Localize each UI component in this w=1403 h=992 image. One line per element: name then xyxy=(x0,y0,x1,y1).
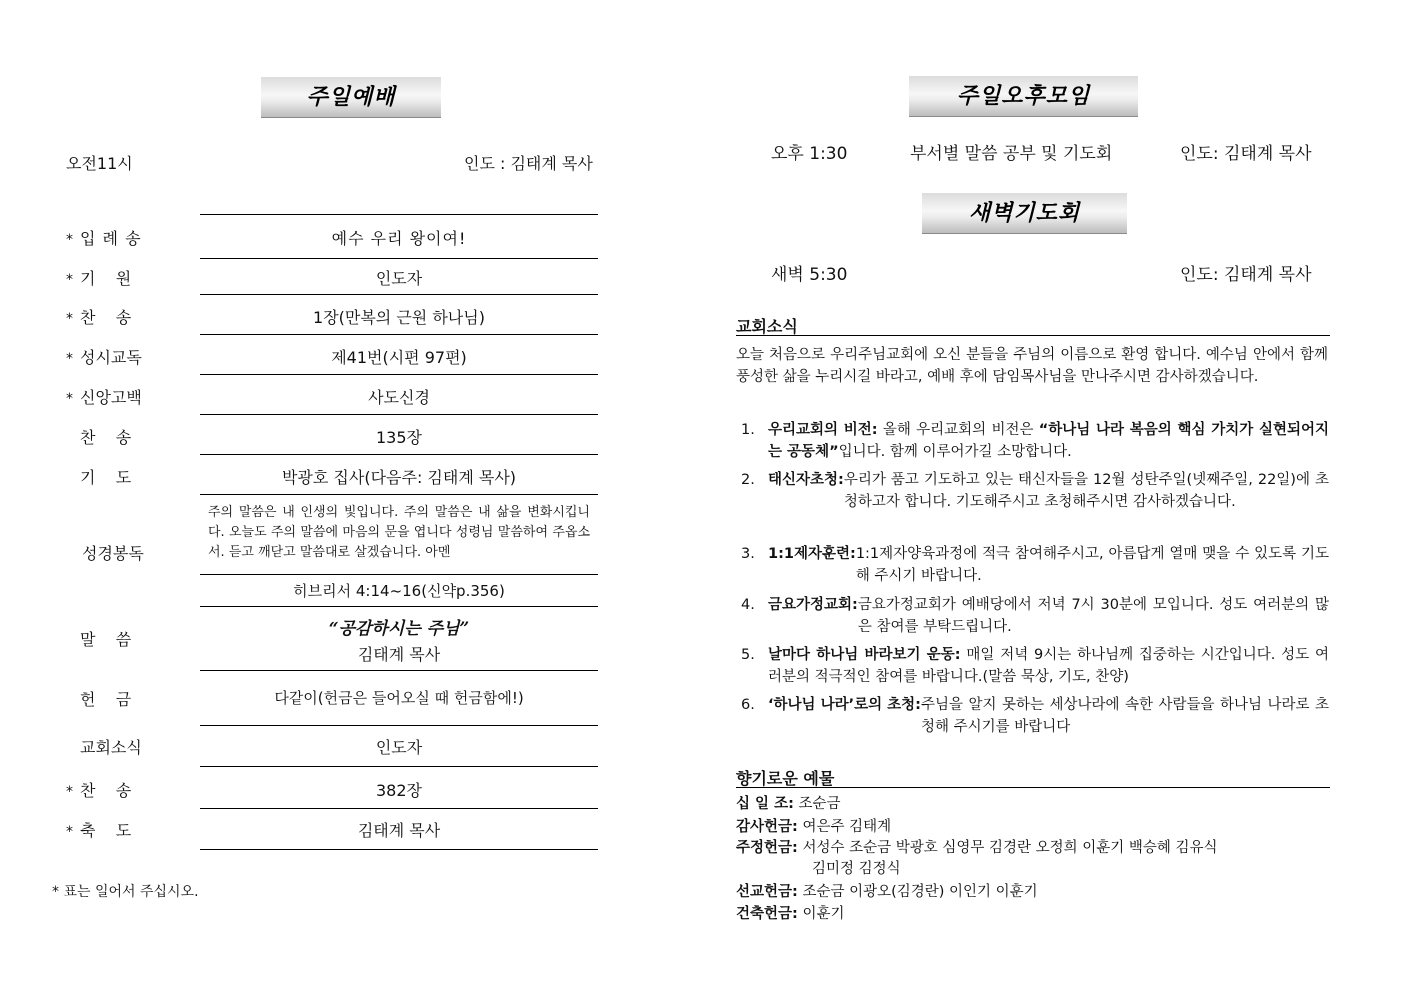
afternoon-title: 주일오후모임 xyxy=(909,76,1138,117)
order-label: 교회소식 xyxy=(80,738,142,757)
news-rule xyxy=(736,335,1330,336)
row-rule xyxy=(200,258,598,259)
sermon-label: 말 씀 xyxy=(80,630,132,649)
row-rule xyxy=(200,334,598,335)
order-content: 사도신경 xyxy=(368,388,430,407)
news-item: 2. 태신자초청: 우리가 품고 기도하고 있는 태신자들을 12월 성탄주일(넷째주일, 22일)에 초청하고자 합니다. 기도해주시고 초청해주시면 감사하겠습니다. xyxy=(741,472,1329,510)
order-content: 1장(만복의 근원 하나님) xyxy=(313,308,485,327)
row-rule xyxy=(200,294,598,295)
row-rule xyxy=(200,766,598,767)
offerings-rule xyxy=(736,787,1330,788)
order-label: * 입 례 송 xyxy=(66,229,142,248)
order-content: 김태계 목사 xyxy=(357,821,441,840)
news-item: 6. ‘하나님 나라’로의 초청: 주님을 알지 못하는 세상나라에 속한 사람들을 하나님 나라로 초청해 주시기를 바랍니다 xyxy=(741,697,1329,735)
news-item: 1. 우리교회의 비전: 올해 우리교회의 비전은 “하나님 나라 복음의 핵심 가치가 실현되어지는 공동체”입니다. 함께 이루어가길 소망합니다. xyxy=(741,422,1329,460)
row-rule xyxy=(200,808,598,809)
order-content: 인도자 xyxy=(375,738,423,757)
row-rule xyxy=(200,454,598,455)
dawn-title: 새벽기도회 xyxy=(922,193,1127,234)
offering-row: 선교헌금: 조순금 이광오(김경란) 이인기 이훈기 xyxy=(736,884,1038,900)
dawn-leader: 인도: 김태계 목사 xyxy=(1180,265,1312,285)
scripture-label: 성경봉독 xyxy=(82,544,144,563)
offering-label: 헌 금 xyxy=(80,690,132,709)
offering-row: 감사헌금: 여은주 김태계 xyxy=(736,819,892,835)
order-content: 135장 xyxy=(376,428,422,447)
worship-leader: 인도 : 김태계 목사 xyxy=(464,154,593,173)
order-content: 박광호 집사(다음주: 김태계 목사) xyxy=(281,468,517,487)
afternoon-time: 오후 1:30 xyxy=(771,144,848,164)
order-label: * 축 도 xyxy=(66,821,132,840)
row-rule xyxy=(200,670,598,671)
news-intro: 오늘 처음으로 우리주님교회에 오신 분들을 주님의 이름으로 환영 합니다. 예수님 안에서 함께 풍성한 삶을 누리시길 바라고, 예배 후에 담임목사님을 만나주시면 감사하겠습니다. xyxy=(736,347,1328,385)
stand-footnote: * 표는 일어서 주십시오. xyxy=(52,884,199,900)
scripture-passage: 히브리서 4:14~16(신약p.356) xyxy=(293,582,505,600)
afternoon-desc: 부서별 말씀 공부 및 기도회 xyxy=(910,144,1113,164)
row-rule xyxy=(200,494,598,495)
order-label: * 찬 송 xyxy=(66,308,132,327)
news-title: 교회소식 xyxy=(736,317,798,336)
offering-row: 십 일 조: 조순금 xyxy=(736,796,841,812)
table-top-rule xyxy=(200,214,598,215)
worship-title: 주일예배 xyxy=(261,77,441,118)
scripture-prayer: 주의 말씀은 내 인생의 빛입니다. 주의 말씀은 내 삶을 변화시킵니다. 오늘도 주의 말씀에 마음의 문을 엽니다 성령님 말씀하여 주옵소서. 듣고 깨닫고 말씀대로 살겠습니다. 아멘 xyxy=(208,505,590,560)
order-label: 찬 송 xyxy=(80,428,132,447)
news-item: 5. 날마다 하나님 바라보기 운동: 매일 저녁 9시는 하나님께 집중하는 시간입니다. 성도 여러분의 적극적인 참여를 바랍니다.(말씀 묵상, 기도, 찬양) xyxy=(741,647,1329,685)
order-label: 기 도 xyxy=(80,468,132,487)
offering-row: 건축헌금: 이훈기 xyxy=(736,906,845,922)
offering-content: 다같이(헌금은 들어오실 때 헌금함에!) xyxy=(274,689,524,707)
afternoon-leader: 인도: 김태계 목사 xyxy=(1180,144,1312,164)
offering-row: 주정헌금: 서성수 조순금 박광호 심영무 김경란 오정희 이훈기 백승혜 김유식 xyxy=(736,840,1218,856)
order-content: 382장 xyxy=(376,781,422,800)
offerings-title: 향기로운 예물 xyxy=(736,769,835,788)
row-rule xyxy=(200,374,598,375)
order-label: * 성시교독 xyxy=(66,348,142,367)
sermon-title: “공감하시는 주님” xyxy=(328,619,470,639)
row-rule xyxy=(200,606,598,607)
news-item: 3. 1:1제자훈련: 1:1제자양육과정에 적극 참여해주시고, 아름답게 열매 맺을 수 있도록 기도해 주시기 바랍니다. xyxy=(741,546,1329,584)
worship-time: 오전11시 xyxy=(66,154,133,173)
news-item: 4. 금요가정교회: 금요가정교회가 예배당에서 저녁 7시 30분에 모입니다. 성도 여러분의 많은 참여를 부탁드립니다. xyxy=(741,597,1329,635)
row-rule xyxy=(200,574,598,575)
sermon-preacher: 김태계 목사 xyxy=(357,645,441,664)
dawn-time: 새벽 5:30 xyxy=(771,265,848,285)
order-label: * 신앙고백 xyxy=(66,388,142,407)
order-label: * 기 원 xyxy=(66,269,132,288)
row-rule xyxy=(200,725,598,726)
order-label: * 찬 송 xyxy=(66,781,132,800)
row-rule xyxy=(200,414,598,415)
order-content: 제41번(시편 97편) xyxy=(331,348,467,367)
offering-row: 김미정 김정식 xyxy=(812,861,901,877)
order-content: 예수 우리 왕이여! xyxy=(331,229,467,248)
row-rule xyxy=(200,849,598,850)
order-content: 인도자 xyxy=(375,269,423,288)
